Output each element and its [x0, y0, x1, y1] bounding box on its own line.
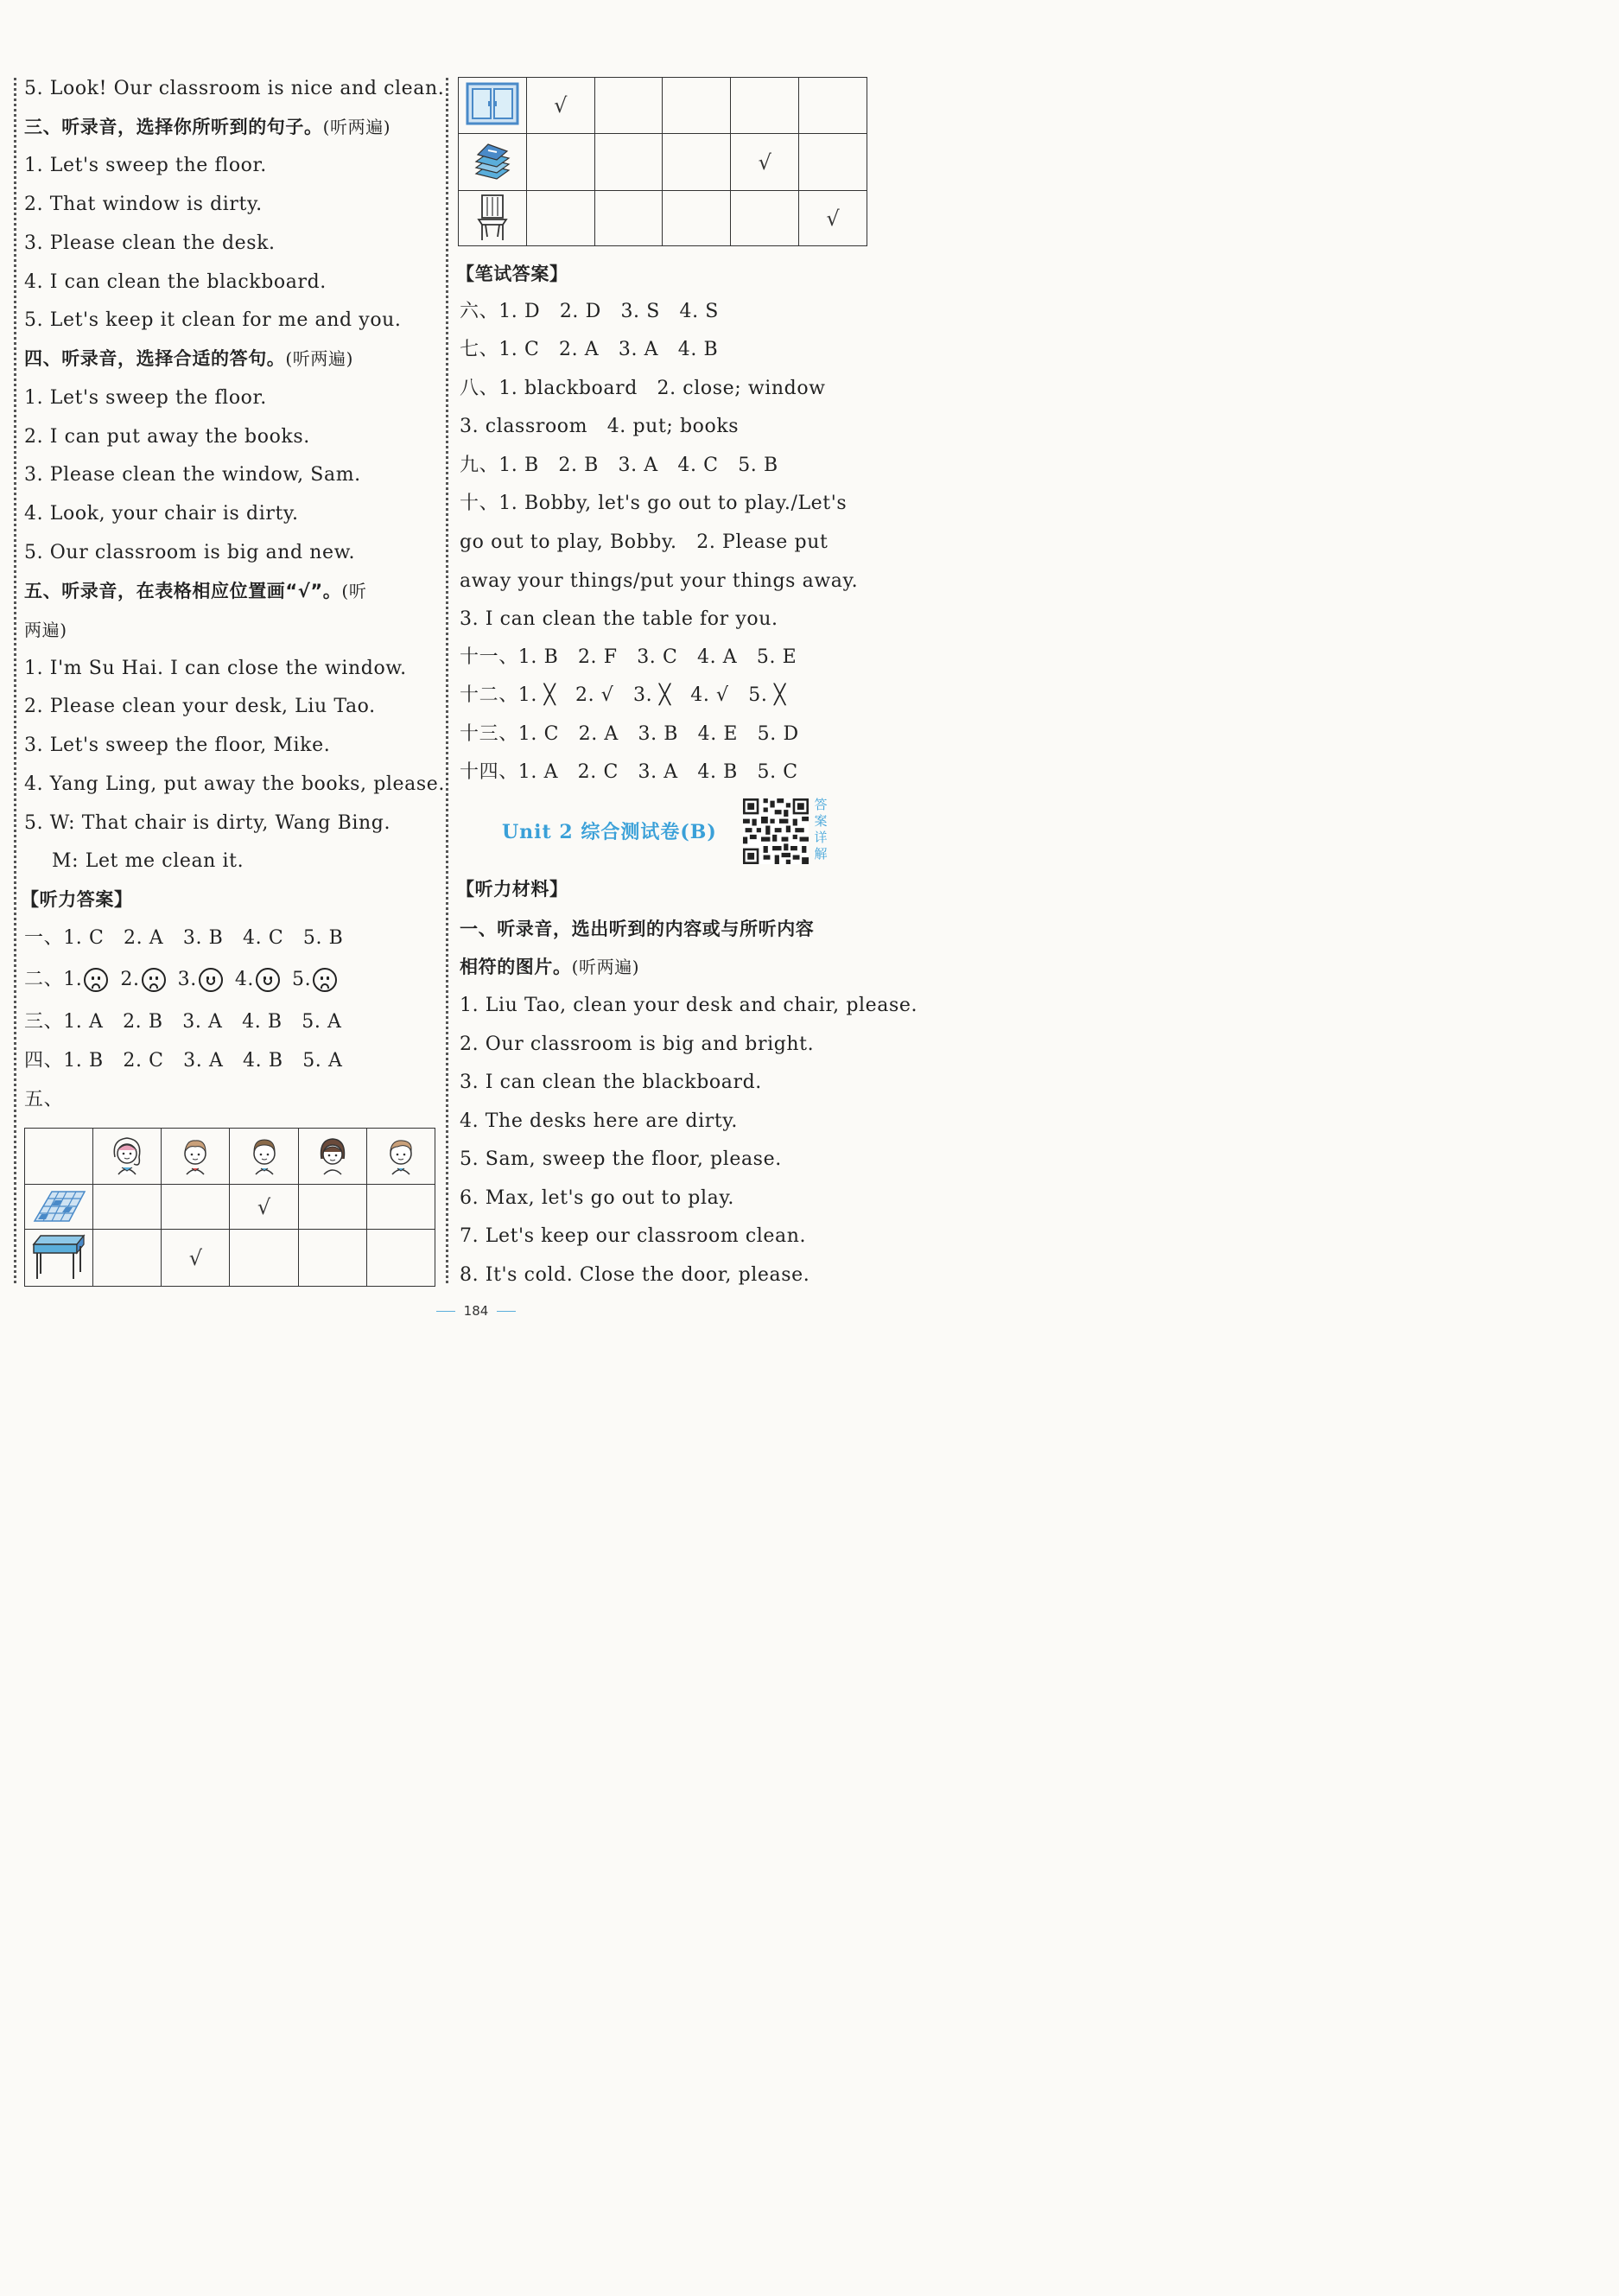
text-line: 5. W: That chair is dirty, Wang Bing.: [24, 812, 391, 834]
material-line: 7. Let's keep our classroom clean.: [460, 1225, 807, 1247]
text-line: 2. Please clean your desk, Liu Tao.: [24, 696, 376, 717]
table-cell: [459, 134, 527, 191]
section-heading-5-cont: 两遍): [24, 620, 67, 640]
text-line: 4. Yang Ling, put away the books, please.: [24, 773, 445, 795]
table-cell: [230, 1129, 298, 1185]
answer-row: 十二、1. ╳ 2. √ 3. ╳ 4. √ 5. ╳: [460, 684, 786, 706]
answer-row: 十、1. Bobby, let's go out to play./Let's: [460, 493, 848, 514]
text-line: 4. Look, your chair is dirty.: [24, 503, 299, 525]
table-cell: [298, 1185, 366, 1230]
material-line: 5. Sam, sweep the floor, please.: [460, 1148, 782, 1170]
text-line: 2. That window is dirty.: [24, 194, 263, 215]
table-cell: [162, 1129, 230, 1185]
happy-face-icon: [199, 968, 223, 992]
text-line: 3. Please clean the desk.: [24, 232, 276, 254]
text-line: 5. Look! Our classroom is nice and clean.: [24, 78, 445, 99]
table-cell: [526, 78, 594, 134]
section-heading-5: 五、听录音，在表格相应位置画“√”。(听: [24, 581, 367, 601]
section-heading-3: 三、听录音，选择你所听到的句子。(听两遍): [24, 117, 391, 137]
written-answers-title: 【笔试答案】: [456, 264, 568, 284]
text-line: 4. I can clean the blackboard.: [24, 271, 327, 293]
section-heading-1-cont: 相符的图片。(听两遍): [460, 957, 640, 977]
table-cell: [731, 134, 799, 191]
column-divider-dots: [446, 78, 448, 1283]
table-cell: [298, 1230, 366, 1287]
answer-row: away your things/put your things away.: [460, 570, 859, 592]
floor-tiles-icon: [31, 1186, 86, 1224]
table-cell: [459, 191, 527, 246]
table-cell: [25, 1185, 93, 1230]
answer-table-continued: [458, 77, 867, 246]
table-cell: [25, 1230, 93, 1287]
answer-row-1: 一、1. C 2. A 3. B 4. C 5. B: [24, 927, 344, 949]
table-cell: [366, 1230, 435, 1287]
girl-avatar-icon: [108, 1133, 146, 1176]
sad-face-icon: [142, 968, 166, 992]
text-line: M: Let me clean it.: [52, 850, 244, 872]
table-cell: [25, 1129, 93, 1185]
qr-code-icon[interactable]: [742, 798, 810, 864]
table-cell: [162, 1185, 230, 1230]
boy-avatar-icon: [245, 1133, 283, 1176]
text-line: 3. Please clean the window, Sam.: [24, 464, 361, 486]
check-mark: √: [554, 93, 568, 118]
books-icon: [471, 139, 514, 182]
material-line: 2. Our classroom is big and bright.: [460, 1034, 815, 1055]
table-cell: [93, 1230, 162, 1287]
material-line: 4. The desks here are dirty.: [460, 1110, 738, 1132]
left-margin-dots: [14, 78, 16, 1283]
answer-row: 十三、1. C 2. A 3. B 4. E 5. D: [460, 723, 799, 745]
sad-face-icon: [84, 968, 108, 992]
qr-label: 答案详解: [814, 797, 828, 862]
boy-avatar-icon: [176, 1133, 214, 1176]
section-heading-1: 一、听录音，选出听到的内容或与所听内容: [460, 919, 815, 939]
desk-icon: [30, 1231, 87, 1282]
table-cell: [93, 1129, 162, 1185]
text-line: 1. Let's sweep the floor.: [24, 387, 267, 409]
answer-row: 九、1. B 2. B 3. A 4. C 5. B: [460, 455, 778, 476]
table-cell: [663, 191, 731, 246]
table-cell: [230, 1185, 298, 1230]
answer-row: 六、1. D 2. D 3. S 4. S: [460, 301, 719, 322]
answer-row: 八、1. blackboard 2. close; window: [460, 378, 826, 399]
answer-row: go out to play, Bobby. 2. Please put: [460, 531, 829, 553]
window-icon: [464, 80, 521, 127]
text-line: 2. I can put away the books.: [24, 426, 310, 448]
answer-row-2: 二、1. 2. 3. 4. 5.: [24, 967, 349, 993]
sad-face-icon: [313, 968, 337, 992]
table-cell: [799, 191, 867, 246]
answer-row-5: 五、: [24, 1089, 64, 1110]
listening-answers-title: 【听力答案】: [21, 889, 133, 910]
table-cell: [366, 1185, 435, 1230]
check-mark: √: [758, 149, 771, 175]
material-line: 1. Liu Tao, clean your desk and chair, please.: [460, 995, 918, 1016]
table-cell: [731, 78, 799, 134]
boy-avatar-icon: [382, 1133, 420, 1176]
answer-row: 3. I can clean the table for you.: [460, 608, 778, 630]
text-line: 5. Our classroom is big and new.: [24, 542, 356, 563]
table-cell: [162, 1230, 230, 1287]
text-line: 5. Let's keep it clean for me and you.: [24, 309, 402, 331]
table-cell: [366, 1129, 435, 1185]
table-cell: [594, 78, 663, 134]
answer-row: 3. classroom 4. put; books: [460, 416, 740, 437]
answer-row-4: 四、1. B 2. C 3. A 4. B 5. A: [24, 1050, 343, 1072]
answer-row: 十四、1. A 2. C 3. A 4. B 5. C: [460, 761, 798, 783]
text-line: 1. Let's sweep the floor.: [24, 155, 267, 176]
chair-icon: [473, 192, 511, 242]
table-cell: [526, 134, 594, 191]
table-cell: [459, 78, 527, 134]
answer-row: 七、1. C 2. A 3. A 4. B: [460, 339, 719, 360]
happy-face-icon: [256, 968, 280, 992]
listening-material-title: 【听力材料】: [456, 879, 568, 900]
check-mark: √: [257, 1194, 271, 1219]
table-cell: [594, 191, 663, 246]
unit-test-title: Unit 2 综合测试卷(B): [502, 821, 717, 843]
girl-avatar-icon: [314, 1133, 352, 1176]
table-cell: [594, 134, 663, 191]
text-line: 1. I'm Su Hai. I can close the window.: [24, 658, 407, 679]
table-cell: [799, 78, 867, 134]
material-line: 8. It's cold. Close the door, please.: [460, 1264, 810, 1286]
table-cell: [799, 134, 867, 191]
table-cell: [731, 191, 799, 246]
table-cell: [230, 1230, 298, 1287]
table-cell: [663, 134, 731, 191]
material-line: 3. I can clean the blackboard.: [460, 1072, 762, 1093]
text-line: 3. Let's sweep the floor, Mike.: [24, 735, 331, 756]
table-cell: [663, 78, 731, 134]
answer-row-3: 三、1. A 2. B 3. A 4. B 5. A: [24, 1011, 342, 1033]
check-mark: √: [188, 1245, 203, 1270]
answer-table-5: [24, 1128, 435, 1287]
answer-row: 十一、1. B 2. F 3. C 4. A 5. E: [460, 646, 797, 668]
section-heading-4: 四、听录音，选择合适的答句。(听两遍): [24, 348, 354, 369]
table-cell: [93, 1185, 162, 1230]
material-line: 6. Max, let's go out to play.: [460, 1187, 735, 1209]
check-mark: √: [826, 206, 840, 231]
table-cell: [298, 1129, 366, 1185]
page-number: 184: [0, 1303, 952, 1319]
table-cell: [526, 191, 594, 246]
